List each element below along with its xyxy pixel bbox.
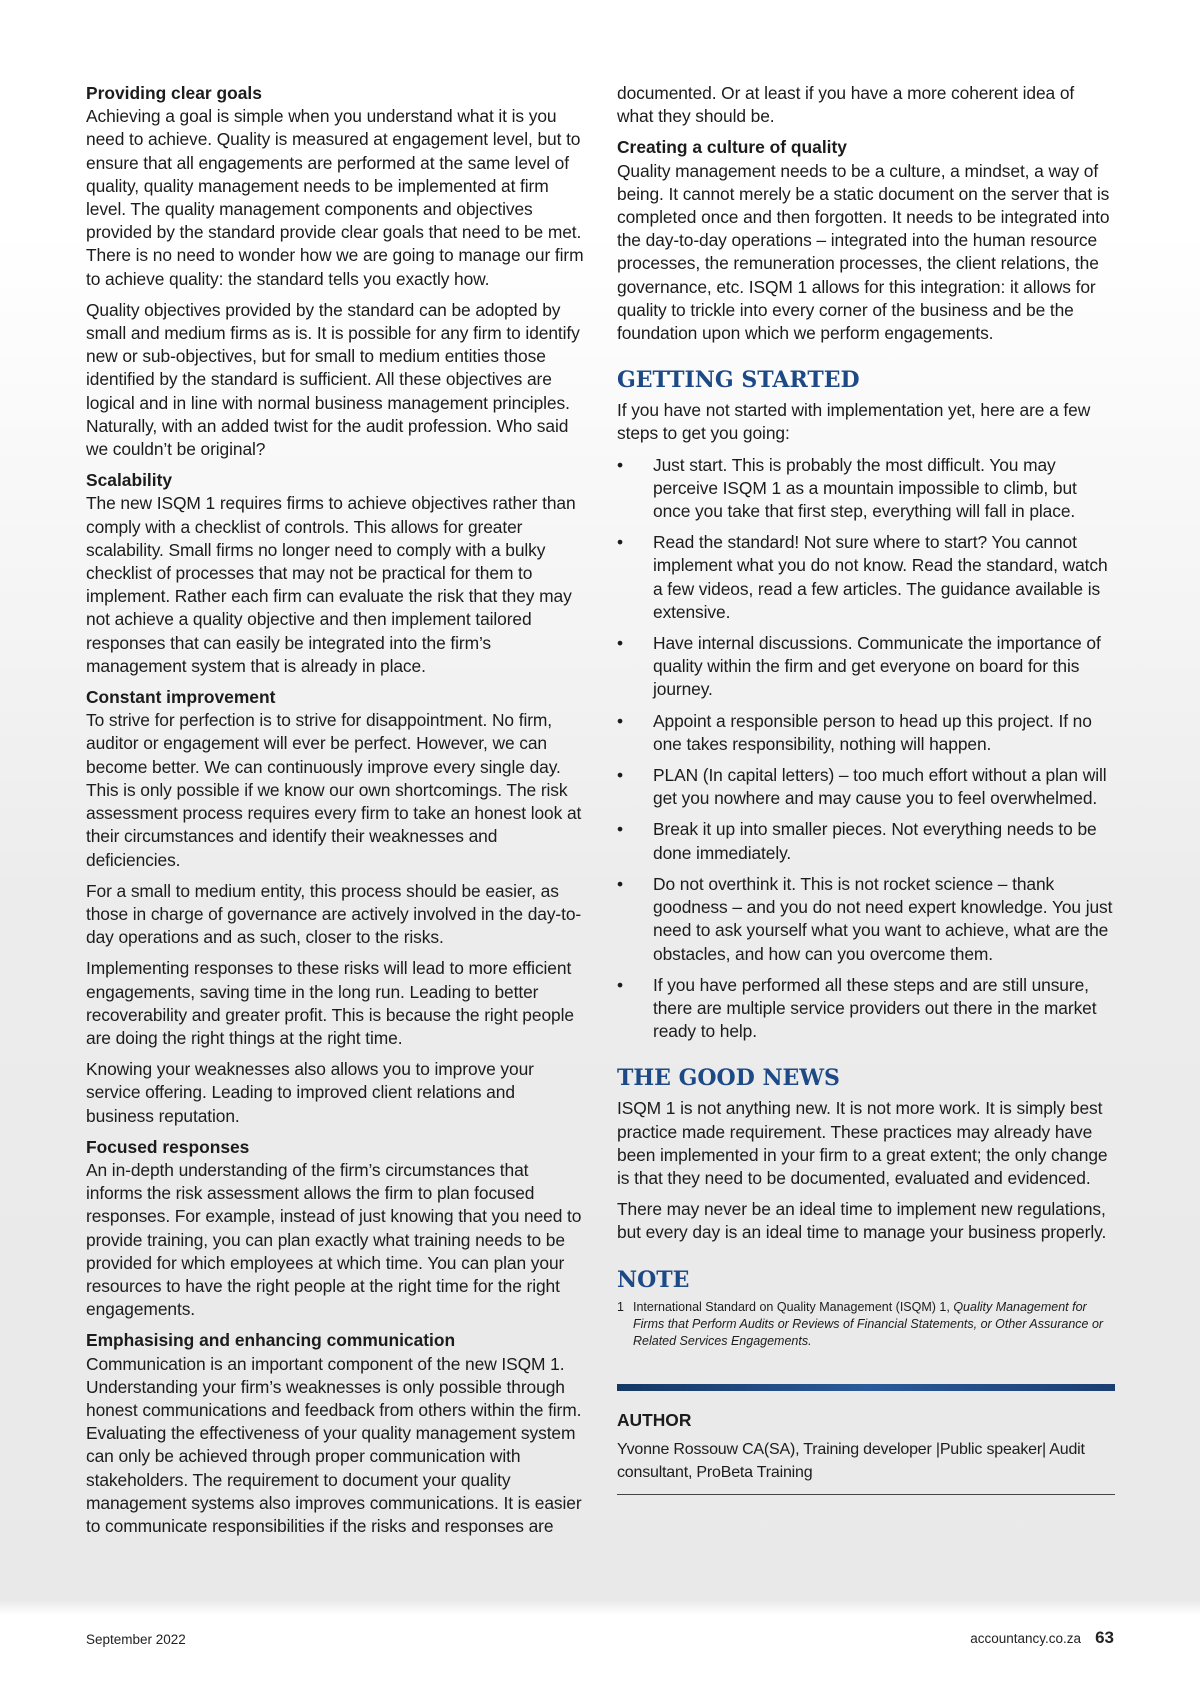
bullet-icon: • bbox=[617, 710, 623, 731]
author-heading: AUTHOR bbox=[617, 1409, 692, 1430]
list-item bbox=[617, 632, 1115, 702]
section-focused-responses bbox=[86, 1136, 584, 1322]
paragraph: To strive for perfection is to strive for disappointment. No firm, auditor or engagement will ever be perfect. However, we can become better. We can continuously improve every single day. This is only possible if we know our own shortcomings. The risk assessment process requires every firm to take an honest look at their circumstances and identify their weaknesses and deficiencies. bbox=[86, 710, 582, 870]
bullet-icon: • bbox=[617, 974, 623, 995]
bullet-icon: • bbox=[617, 765, 623, 786]
list-item-text: If you have performed all these steps and are still unsure, there are multiple service providers out there in the market ready to help. bbox=[653, 974, 1097, 1042]
list-item bbox=[617, 454, 1115, 524]
list-item bbox=[617, 710, 1115, 756]
author-bio: Yvonne Rossouw CA(SA), Training developer |Public speaker| Audit consultant, ProBeta Training bbox=[617, 1440, 1085, 1481]
paragraph: Implementing responses to these risks will lead to more efficient engagements, saving time in the long run. Leading to better recoverability and greater profit. This is because the right people are doing the right things at the right time. bbox=[86, 958, 574, 1048]
section-scalability bbox=[86, 469, 584, 678]
footnote-title: Quality Management for Firms that Perform Audits or Reviews of Financial Statements, or Other Assurance or Related Services Engagements. bbox=[633, 1299, 1104, 1348]
list-item bbox=[617, 974, 1115, 1044]
paragraph: Knowing your weaknesses also allows you to improve your service offering. Leading to improved client relations and business reputation. bbox=[86, 1059, 534, 1126]
section-heading: Providing clear goals bbox=[86, 83, 262, 103]
bullet-icon: • bbox=[617, 819, 623, 840]
steps-list bbox=[617, 454, 1115, 1044]
left-column bbox=[86, 82, 584, 1546]
footnote-number: 1 bbox=[617, 1299, 624, 1314]
bullet-icon: • bbox=[617, 633, 623, 654]
bullet-icon: • bbox=[617, 873, 623, 894]
section-heading: Emphasising and enhancing communication bbox=[86, 1330, 456, 1351]
paragraph: Quality management needs to be a culture, a mindset, a way of being. It cannot merely be a static document on the server that is completed once and then forgotten. It needs to be integrated into the day-to-day operations – integrated into the human resource processes, the remuneration processes, the client relations, the governance, etc. ISQM 1 allows for this integration: it allows for quality to trickle into every corner of the business and be the foundation upon which we perform engagements. bbox=[617, 160, 1110, 344]
continuation-paragraph: documented. Or at least if you have a more coherent idea of what they should be. bbox=[617, 83, 1075, 127]
heading-good-news: THE GOOD NEWS bbox=[617, 1065, 840, 1092]
bullet-icon: • bbox=[617, 454, 623, 475]
paragraph: Quality objectives provided by the standard can be adopted by small and medium firms as is. It is possible for any firm to identify new or sub-objectives, but for small to medium entities those identified by the standard is sufficient. All these objectives are logical and in line with normal business management principles. Naturally, with an added twist for the audit profession. Who said we couldn’t be original? bbox=[86, 299, 580, 460]
bullet-icon: • bbox=[617, 532, 623, 553]
list-item-text: Have internal discussions. Communicate the importance of quality within the firm and get everyone on board for this journey. bbox=[653, 633, 1101, 700]
list-item-text: Just start. This is probably the most difficult. You may perceive ISQM 1 as a mountain impossible to climb, but once you take that first step, everything will fall in place. bbox=[653, 454, 1077, 522]
paragraph: The new ISQM 1 requires firms to achieve objectives rather than comply with a checklist of controls. This allows for greater scalability. Small firms no longer need to comply with a bulky checklist of processes that may not be practical for them to implement. Rather each firm can evaluate the risk that they may not achieve a quality objective and then implement tailored responses that can easily be integrated into the firm’s management system that is already in place. bbox=[86, 493, 576, 676]
list-item bbox=[617, 531, 1115, 624]
section-heading: Constant improvement bbox=[86, 687, 276, 708]
paragraph: Communication is an important component of the new ISQM 1. Understanding your firm’s weaknesses is only possible through honest communications and feedback from others within the firm. Evaluating the effectiveness of your quality management system can only be achieved through proper communication with stakeholders. The requirement to document your quality management systems also improves communications. It is easier to communicate responsibilities if the risks and responses are bbox=[86, 1353, 582, 1536]
paragraph: There may never be an ideal time to implement new regulations, but every day is an ideal time to manage your business properly. bbox=[617, 1199, 1107, 1243]
list-item bbox=[617, 818, 1115, 864]
list-item-text: Break it up into smaller pieces. Not everything needs to be done immediately. bbox=[653, 819, 1097, 863]
right-column bbox=[617, 82, 1115, 1495]
footer-publication bbox=[970, 1628, 1114, 1648]
heading-getting-started: GETTING STARTED bbox=[617, 367, 860, 394]
section-communication bbox=[86, 1329, 584, 1538]
heading-note: NOTE bbox=[617, 1266, 690, 1293]
footer-site: accountancy.co.za bbox=[970, 1631, 1082, 1646]
list-item-text: Do not overthink it. This is not rocket science – thank goodness – and you do not need expert knowledge. You just need to ask yourself what you want to achieve, what are the obstacles, and how can you overcome them. bbox=[653, 873, 1113, 964]
list-item-text: Appoint a responsible person to head up this project. If no one takes responsibility, nothing will happen. bbox=[653, 710, 1092, 754]
list-item bbox=[617, 873, 1115, 966]
page-number: 63 bbox=[1095, 1628, 1114, 1647]
paragraph: Achieving a goal is simple when you understand what it is you need to achieve. Quality is measured at engagement level, but to ensure that all engagements are performed at the same level of quality, quality management needs to be implemented at firm level. The quality management components and objectives provided by the standard provide clear goals that need to be met. There is no need to wonder how we are going to manage our firm to achieve quality: the standard tells you exactly how. bbox=[86, 106, 584, 289]
footnote bbox=[617, 1299, 1115, 1350]
section-heading: Focused responses bbox=[86, 1136, 250, 1157]
section-heading: Scalability bbox=[86, 470, 173, 491]
paragraph: ISQM 1 is not anything new. It is not more work. It is simply best practice made requirement. These practices may already have been implemented in your firm to a great extent; the only change is that they need to be documented, evaluated and evidenced. bbox=[617, 1098, 1108, 1188]
section-constant-improvement bbox=[86, 686, 584, 1128]
paragraph: For a small to medium entity, this process should be easier, as those in charge of governance are actively involved in the day-to-day operations and as such, closer to the risks. bbox=[86, 880, 582, 948]
list-item bbox=[617, 764, 1115, 810]
author-rule bbox=[617, 1494, 1115, 1495]
section-heading: Creating a culture of quality bbox=[617, 137, 847, 158]
list-item-text: Read the standard! Not sure where to start? You cannot implement what you do not know. Read the standard, watch a few videos, read a few articles. The guidance available is extensive. bbox=[653, 532, 1108, 622]
list-item-text: PLAN (In capital letters) – too much effort without a plan will get you nowhere and may cause you to feel overwhelmed. bbox=[653, 765, 1107, 809]
intro-paragraph: If you have not started with implementation yet, here are a few steps to get you going: bbox=[617, 400, 1091, 444]
footer-date: September 2022 bbox=[86, 1632, 186, 1647]
footnote-text: International Standard on Quality Management (ISQM) 1, bbox=[633, 1299, 954, 1314]
paragraph: An in-depth understanding of the firm’s circumstances that informs the risk assessment allows the firm to plan focused responses. For example, instead of just knowing that you need to provide training, you can plan exactly what training needs to be provided for which employees at which time. You can plan your resources to have the right people at the right time for the right engagements. bbox=[86, 1159, 582, 1320]
author-divider-bar bbox=[617, 1384, 1115, 1391]
section-clear-goals bbox=[86, 82, 584, 461]
section-culture bbox=[617, 136, 1115, 345]
